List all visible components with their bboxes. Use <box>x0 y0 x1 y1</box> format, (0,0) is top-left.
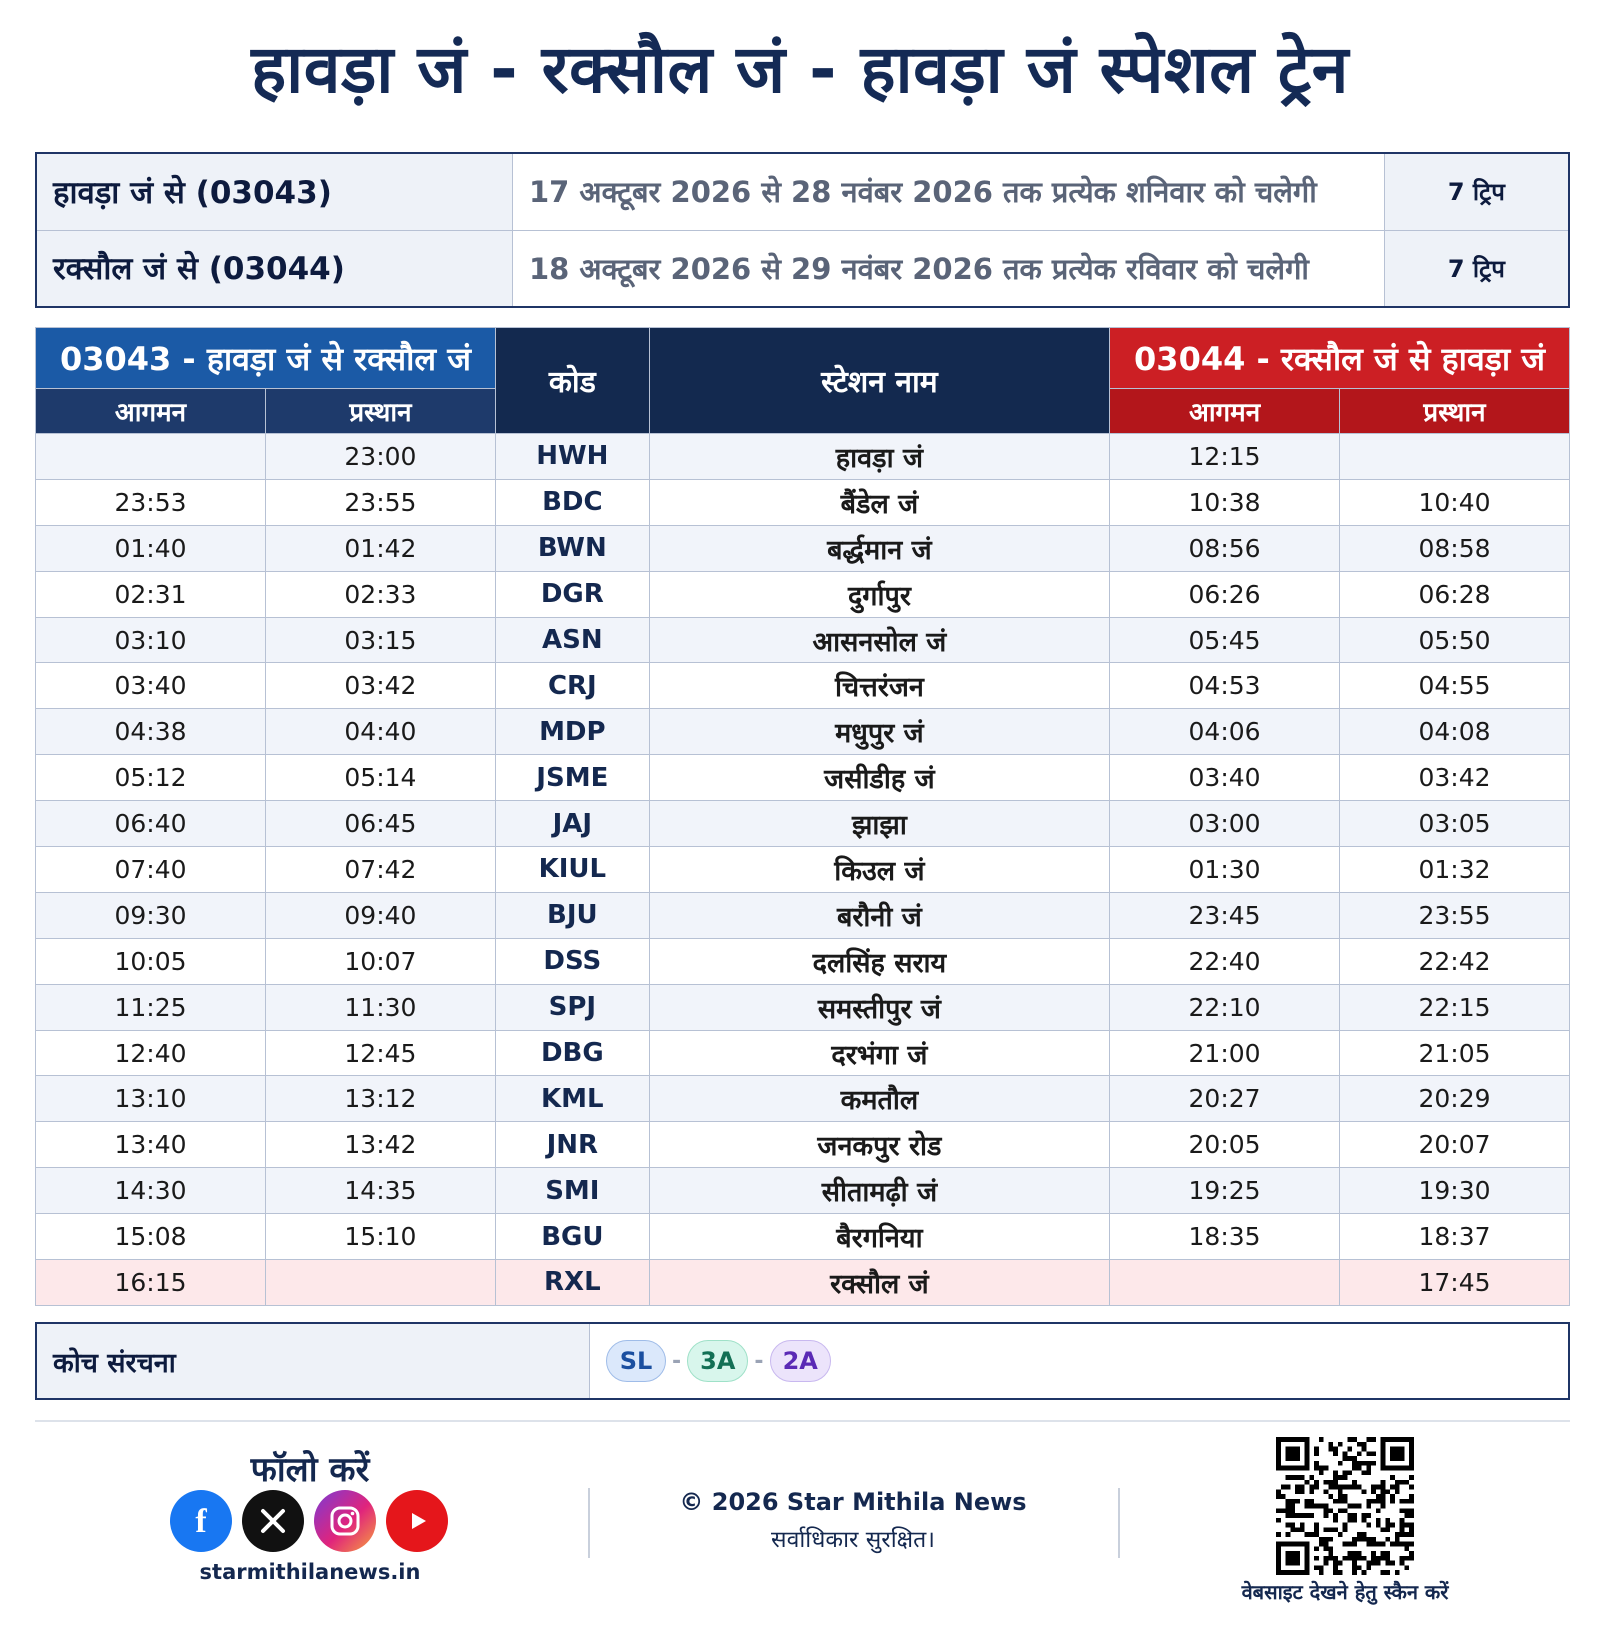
website-link[interactable]: starmithilanews.in <box>199 1560 421 1584</box>
outbound-arrival-cell: 13:40 <box>36 1122 266 1168</box>
return-departure-cell: 06:28 <box>1340 571 1570 617</box>
scan-caption: वेबसाइट देखने हेतु स्कैन करें <box>1241 1580 1449 1604</box>
station-name-cell: किउल जं <box>649 847 1109 893</box>
coach-class-badge: 3A <box>687 1340 748 1382</box>
service-schedule: 18 अक्टूबर 2026 से 29 नवंबर 2026 तक प्रत्येक रविवार को चलेगी <box>512 230 1384 307</box>
station-code-cell: RXL <box>495 1260 649 1306</box>
social-links <box>170 1490 448 1552</box>
station-code-cell: HWH <box>495 434 649 480</box>
return-departure-cell: 19:30 <box>1340 1168 1570 1214</box>
outbound-departure-cell: 15:10 <box>265 1214 495 1260</box>
instagram-icon[interactable] <box>314 1490 376 1552</box>
return-arrival-cell: 06:26 <box>1110 571 1340 617</box>
station-code-cell: CRJ <box>495 663 649 709</box>
return-departure-cell: 21:05 <box>1340 1030 1570 1076</box>
outbound-arrival-cell: 03:10 <box>36 617 266 663</box>
return-departure-cell: 22:15 <box>1340 984 1570 1030</box>
outbound-arrival-cell: 14:30 <box>36 1168 266 1214</box>
outbound-arrival-cell: 03:40 <box>36 663 266 709</box>
outbound-departure-cell: 23:00 <box>265 434 495 480</box>
service-table <box>35 152 1570 308</box>
facebook-icon[interactable] <box>170 1490 232 1552</box>
station-name-cell: सीतामढ़ी जं <box>649 1168 1109 1214</box>
rights-text: सर्वाधिकार सुरक्षित। <box>771 1527 935 1553</box>
station-header: स्टेशन नाम <box>649 328 1109 434</box>
station-name-cell: रक्सौल जं <box>649 1260 1109 1306</box>
service-schedule: 17 अक्टूबर 2026 से 28 नवंबर 2026 तक प्रत्येक शनिवार को चलेगी <box>512 153 1384 230</box>
outbound-arrival-cell: 09:30 <box>36 892 266 938</box>
station-code-cell: BDC <box>495 479 649 525</box>
table-row <box>36 755 1570 801</box>
station-name-cell: बैंडेल जं <box>649 479 1109 525</box>
outbound-departure-cell: 03:15 <box>265 617 495 663</box>
outbound-departure-cell <box>265 1260 495 1306</box>
station-name-cell: बैरगनिया <box>649 1214 1109 1260</box>
outbound-departure-cell: 11:30 <box>265 984 495 1030</box>
svg-text:f: f <box>195 1504 207 1538</box>
station-code-cell: SPJ <box>495 984 649 1030</box>
station-name-cell: बरौनी जं <box>649 892 1109 938</box>
schedule-body <box>36 434 1570 1306</box>
station-code-cell: BGU <box>495 1214 649 1260</box>
return-arrival-cell: 04:53 <box>1110 663 1340 709</box>
station-name-cell: दलसिंह सराय <box>649 938 1109 984</box>
return-arrival-cell: 19:25 <box>1110 1168 1340 1214</box>
return-departure-cell: 08:58 <box>1340 525 1570 571</box>
return-arrival-cell: 22:40 <box>1110 938 1340 984</box>
coach-class-badge: SL <box>606 1340 666 1382</box>
return-arrival-cell: 08:56 <box>1110 525 1340 571</box>
service-trips: 7 ट्रिप <box>1384 230 1569 307</box>
station-name-cell: बर्द्धमान जं <box>649 525 1109 571</box>
coach-composition <box>35 1322 1570 1400</box>
qr-code-icon <box>1276 1437 1414 1575</box>
outbound-departure-cell: 01:42 <box>265 525 495 571</box>
outbound-arrival-cell: 05:12 <box>36 755 266 801</box>
station-code-cell: ASN <box>495 617 649 663</box>
return-arrival-cell: 20:05 <box>1110 1122 1340 1168</box>
station-name-cell: चित्तरंजन <box>649 663 1109 709</box>
outbound-departure-cell: 14:35 <box>265 1168 495 1214</box>
service-row <box>36 153 1569 230</box>
return-departure-cell: 03:42 <box>1340 755 1570 801</box>
return-arrival-cell: 04:06 <box>1110 709 1340 755</box>
station-code-cell: BJU <box>495 892 649 938</box>
return-departure-cell: 18:37 <box>1340 1214 1570 1260</box>
outbound-arrival-cell: 12:40 <box>36 1030 266 1076</box>
outbound-arrival-cell: 06:40 <box>36 801 266 847</box>
outbound-departure-header: प्रस्थान <box>265 389 495 434</box>
station-code-cell: DSS <box>495 938 649 984</box>
station-code-cell: DGR <box>495 571 649 617</box>
outbound-arrival-cell: 23:53 <box>36 479 266 525</box>
return-departure-cell: 05:50 <box>1340 617 1570 663</box>
station-code-cell: MDP <box>495 709 649 755</box>
outbound-arrival-cell: 10:05 <box>36 938 266 984</box>
outbound-departure-cell: 13:12 <box>265 1076 495 1122</box>
footer-divider <box>35 1420 1570 1422</box>
station-code-cell: JNR <box>495 1122 649 1168</box>
outbound-arrival-cell: 13:10 <box>36 1076 266 1122</box>
table-row <box>36 663 1570 709</box>
copyright-text: © 2026 Star Mithila News <box>679 1488 1027 1516</box>
station-code-cell: SMI <box>495 1168 649 1214</box>
return-arrival-cell: 01:30 <box>1110 847 1340 893</box>
table-row <box>36 434 1570 480</box>
station-name-cell: दरभंगा जं <box>649 1030 1109 1076</box>
return-arrival-cell: 18:35 <box>1110 1214 1340 1260</box>
outbound-arrival-cell: 01:40 <box>36 525 266 571</box>
outbound-arrival-header: आगमन <box>36 389 266 434</box>
return-departure-cell: 04:08 <box>1340 709 1570 755</box>
outbound-departure-cell: 03:42 <box>265 663 495 709</box>
return-arrival-cell: 21:00 <box>1110 1030 1340 1076</box>
return-arrival-cell: 20:27 <box>1110 1076 1340 1122</box>
station-name-cell: मधुपुर जं <box>649 709 1109 755</box>
table-row <box>36 1214 1570 1260</box>
coach-separator: - <box>672 1348 682 1374</box>
service-label: रक्सौल जं से (03044) <box>36 230 512 307</box>
table-row <box>36 571 1570 617</box>
table-row <box>36 847 1570 893</box>
page-title: हावड़ा जं - रक्सौल जं - हावड़ा जं स्पेशल ट्रेन <box>251 31 1349 108</box>
table-row <box>36 1122 1570 1168</box>
station-name-cell: आसनसोल जं <box>649 617 1109 663</box>
table-row <box>36 709 1570 755</box>
outbound-departure-cell: 05:14 <box>265 755 495 801</box>
outbound-arrival-cell: 16:15 <box>36 1260 266 1306</box>
return-departure-cell: 22:42 <box>1340 938 1570 984</box>
table-row <box>36 938 1570 984</box>
station-name-cell: कमतौल <box>649 1076 1109 1122</box>
outbound-departure-cell: 13:42 <box>265 1122 495 1168</box>
return-departure-cell <box>1340 434 1570 480</box>
schedule-table <box>35 327 1570 1306</box>
outbound-departure-cell: 02:33 <box>265 571 495 617</box>
return-arrival-cell: 22:10 <box>1110 984 1340 1030</box>
return-departure-cell: 01:32 <box>1340 847 1570 893</box>
return-arrival-cell: 03:40 <box>1110 755 1340 801</box>
return-arrival-header: आगमन <box>1110 389 1340 434</box>
station-name-cell: समस्तीपुर जं <box>649 984 1109 1030</box>
outbound-arrival-cell <box>36 434 266 480</box>
table-row <box>36 892 1570 938</box>
service-row <box>36 230 1569 307</box>
outbound-departure-cell: 04:40 <box>265 709 495 755</box>
coach-class-badge: 2A <box>770 1340 831 1382</box>
outbound-arrival-cell: 07:40 <box>36 847 266 893</box>
outbound-arrival-cell: 02:31 <box>36 571 266 617</box>
outbound-arrival-cell: 15:08 <box>36 1214 266 1260</box>
return-header: 03044 - रक्सौल जं से हावड़ा जं <box>1110 328 1570 389</box>
station-code-cell: JAJ <box>495 801 649 847</box>
return-departure-header: प्रस्थान <box>1340 389 1570 434</box>
outbound-header: 03043 - हावड़ा जं से रक्सौल जं <box>36 328 496 389</box>
return-departure-cell: 03:05 <box>1340 801 1570 847</box>
station-name-cell: जसीडीह जं <box>649 755 1109 801</box>
coach-label: कोच संरचना <box>37 1324 590 1398</box>
return-arrival-cell: 03:00 <box>1110 801 1340 847</box>
return-arrival-cell <box>1110 1260 1340 1306</box>
coach-separator: - <box>754 1348 764 1374</box>
outbound-departure-cell: 10:07 <box>265 938 495 984</box>
outbound-departure-cell: 09:40 <box>265 892 495 938</box>
table-row <box>36 479 1570 525</box>
return-arrival-cell: 10:38 <box>1110 479 1340 525</box>
service-label: हावड़ा जं से (03043) <box>36 153 512 230</box>
station-code-cell: KML <box>495 1076 649 1122</box>
return-arrival-cell: 23:45 <box>1110 892 1340 938</box>
outbound-departure-cell: 12:45 <box>265 1030 495 1076</box>
outbound-departure-cell: 23:55 <box>265 479 495 525</box>
table-row <box>36 525 1570 571</box>
return-departure-cell: 23:55 <box>1340 892 1570 938</box>
station-name-cell: जनकपुर रोड <box>649 1122 1109 1168</box>
station-name-cell: झाझा <box>649 801 1109 847</box>
youtube-icon[interactable] <box>386 1490 448 1552</box>
station-name-cell: दुर्गापुर <box>649 571 1109 617</box>
return-arrival-cell: 05:45 <box>1110 617 1340 663</box>
follow-heading: फॉलो करें <box>250 1450 370 1490</box>
station-code-cell: KIUL <box>495 847 649 893</box>
table-row <box>36 1168 1570 1214</box>
return-departure-cell: 20:29 <box>1340 1076 1570 1122</box>
table-row <box>36 1076 1570 1122</box>
station-code-cell: DBG <box>495 1030 649 1076</box>
station-name-cell: हावड़ा जं <box>649 434 1109 480</box>
table-row <box>36 801 1570 847</box>
outbound-departure-cell: 06:45 <box>265 801 495 847</box>
return-departure-cell: 10:40 <box>1340 479 1570 525</box>
station-code-cell: JSME <box>495 755 649 801</box>
table-row <box>36 984 1570 1030</box>
return-departure-cell: 04:55 <box>1340 663 1570 709</box>
code-header: कोड <box>495 328 649 434</box>
footer-separator <box>1118 1488 1120 1558</box>
return-departure-cell: 17:45 <box>1340 1260 1570 1306</box>
outbound-arrival-cell: 04:38 <box>36 709 266 755</box>
table-row <box>36 1260 1570 1306</box>
coach-classes <box>590 1324 831 1398</box>
table-row <box>36 1030 1570 1076</box>
outbound-departure-cell: 07:42 <box>265 847 495 893</box>
return-departure-cell: 20:07 <box>1340 1122 1570 1168</box>
service-trips: 7 ट्रिप <box>1384 153 1569 230</box>
table-row <box>36 617 1570 663</box>
return-arrival-cell: 12:15 <box>1110 434 1340 480</box>
outbound-arrival-cell: 11:25 <box>36 984 266 1030</box>
x-icon[interactable] <box>242 1490 304 1552</box>
station-code-cell: BWN <box>495 525 649 571</box>
